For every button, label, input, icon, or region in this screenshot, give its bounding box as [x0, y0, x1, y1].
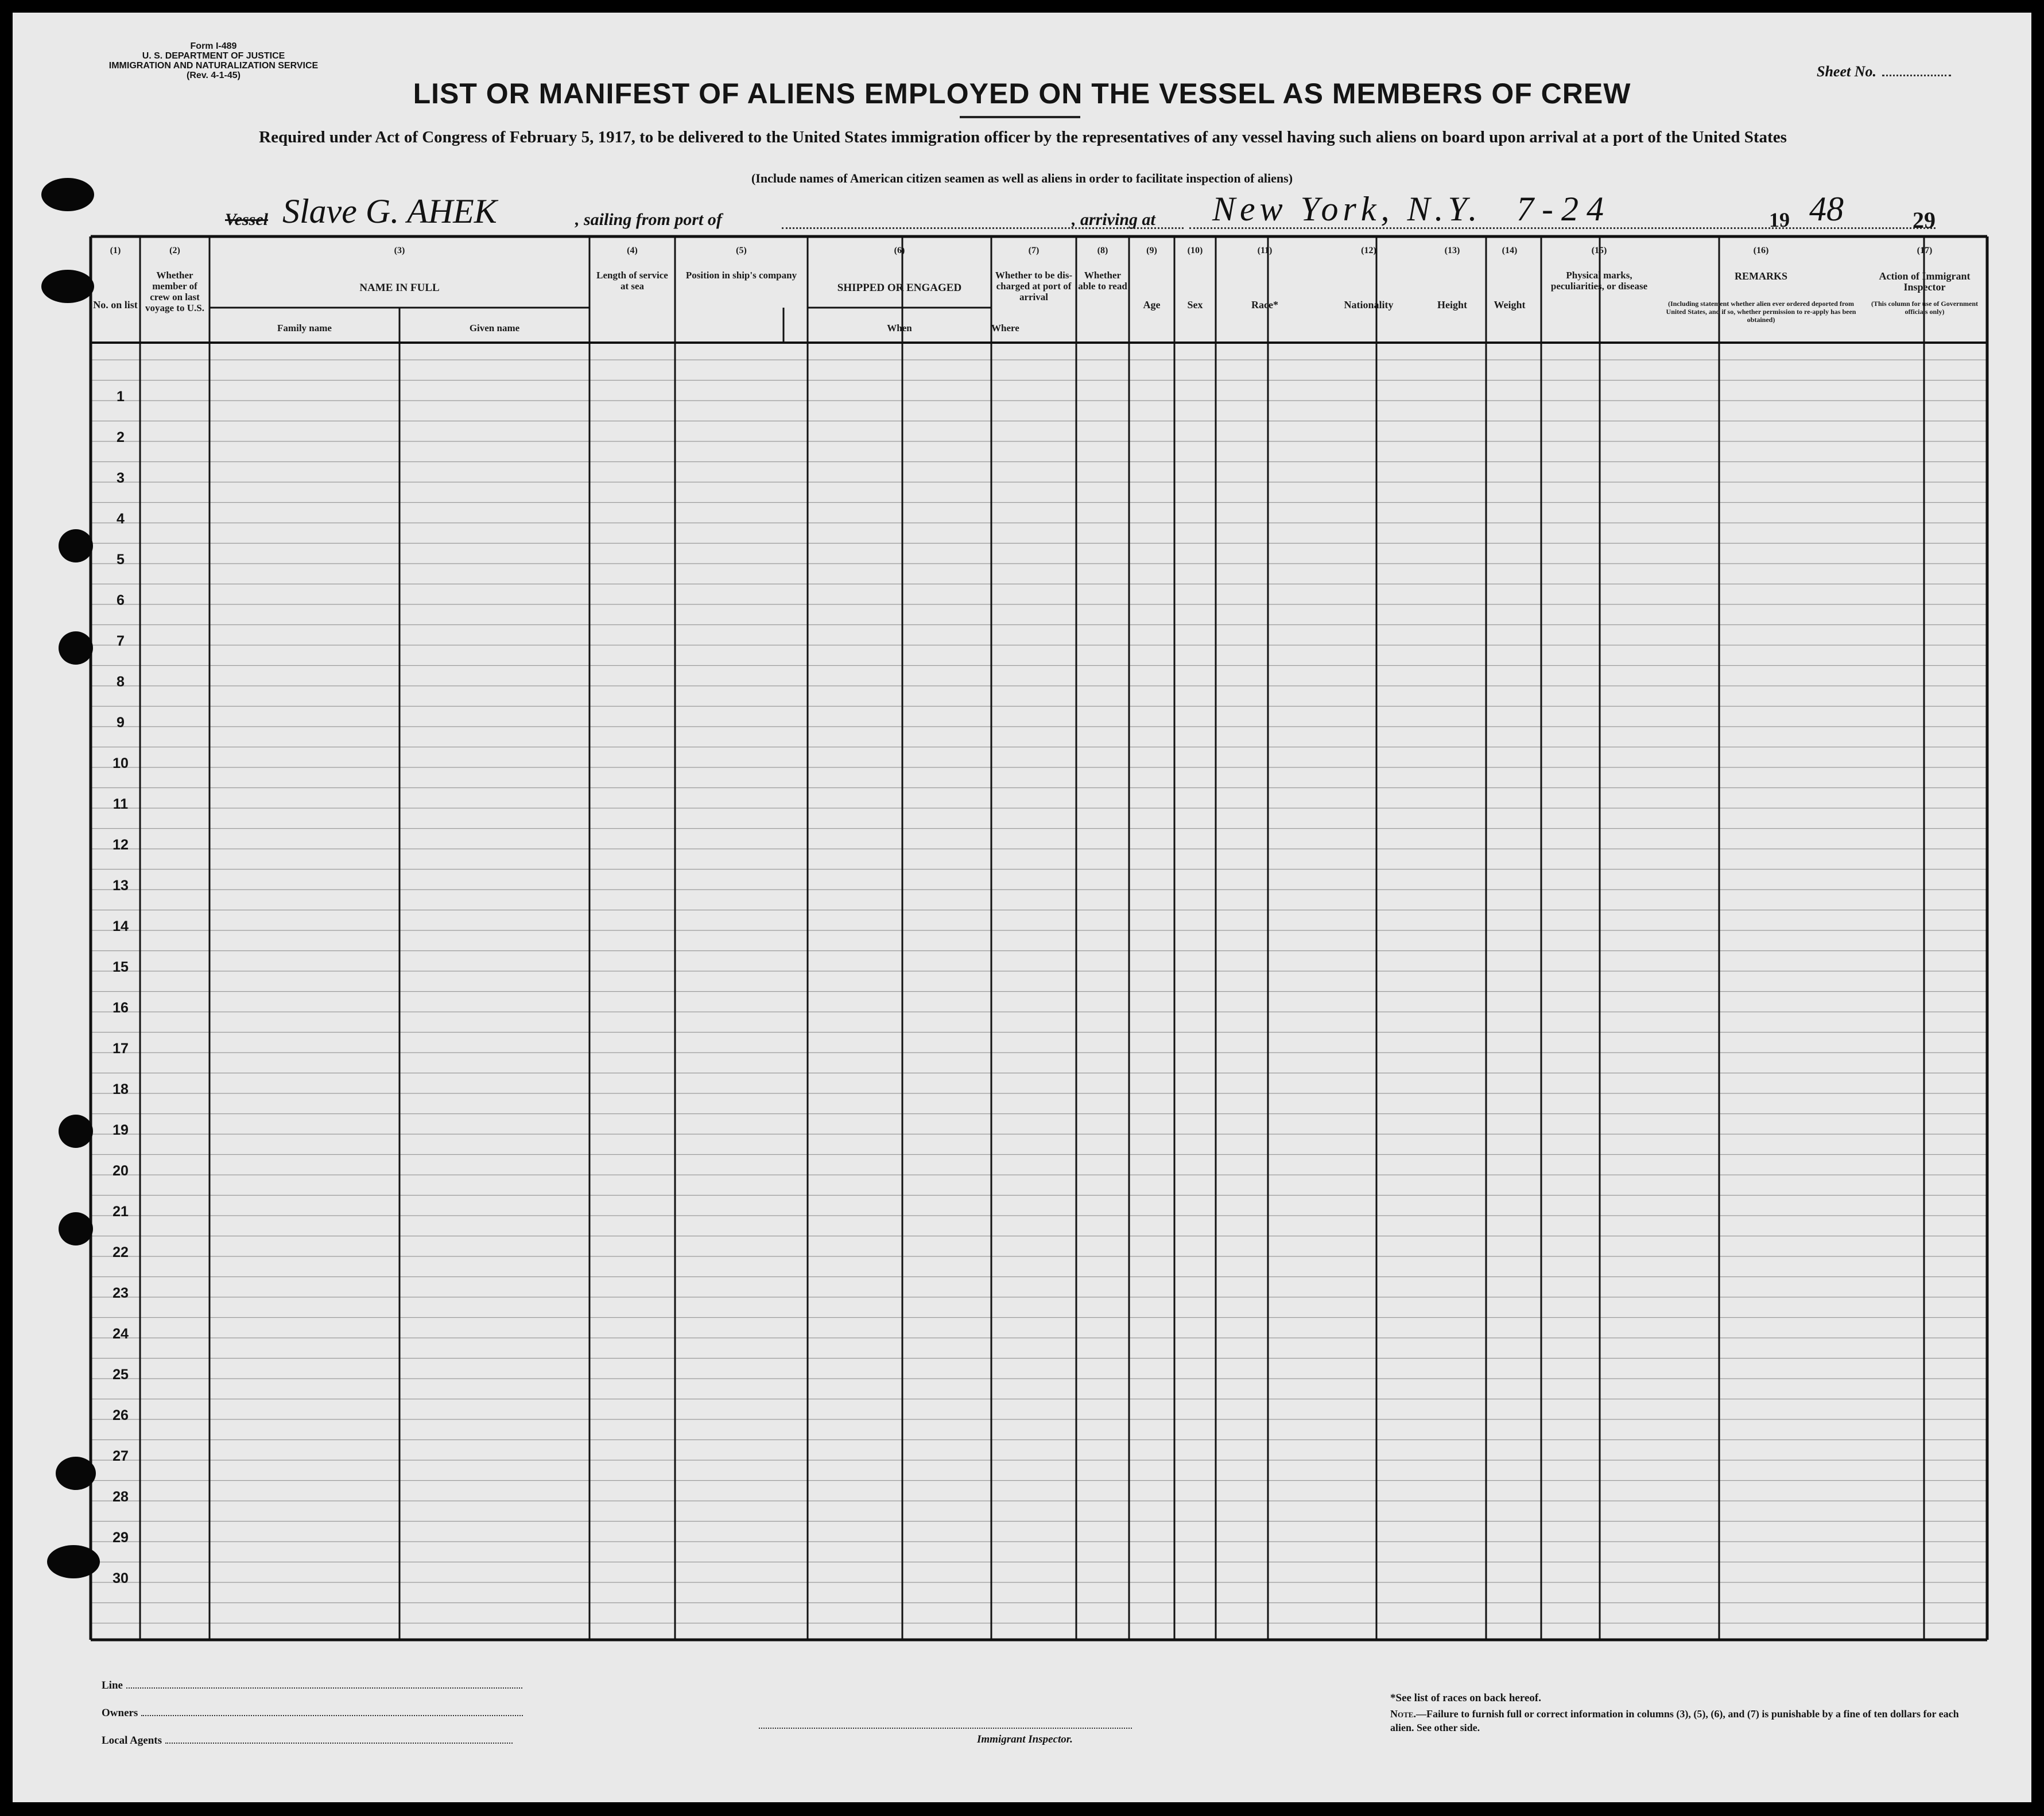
column-number-16: (16) — [1753, 246, 1769, 255]
row-number: 4 — [117, 511, 125, 527]
row-number: 27 — [113, 1448, 129, 1464]
row-number: 12 — [113, 837, 129, 853]
column-header-6: SHIPPED OR ENGAGED — [837, 282, 962, 294]
row-number: 30 — [113, 1570, 129, 1586]
column-number-13: (13) — [1444, 246, 1460, 255]
row-number: 26 — [113, 1407, 129, 1423]
footer-owners-field[interactable] — [102, 1707, 523, 1720]
local-agents-label: Local Agents — [102, 1734, 162, 1747]
row-number: 28 — [113, 1489, 129, 1505]
column-number-8: (8) — [1097, 246, 1108, 255]
column-header-7: Whether to be dis-charged at port of arrival — [995, 270, 1073, 302]
column-header-2: Whether member of crew on last voyage to U.S. — [145, 270, 204, 313]
arriving-port-handwritten[interactable]: New York, N.Y. — [1212, 190, 1482, 228]
row-number: 24 — [113, 1326, 129, 1342]
year-handwritten[interactable]: 48 — [1809, 190, 1844, 228]
row-number: 11 — [113, 796, 129, 812]
column-number-11: (11) — [1257, 246, 1273, 255]
row-number: 25 — [113, 1367, 129, 1383]
column-header-13: Height — [1437, 299, 1467, 311]
column-number-14: (14) — [1502, 246, 1518, 255]
column-number-17: (17) — [1917, 246, 1933, 255]
punch-hole — [41, 270, 94, 303]
subcolumn-header: When — [887, 323, 912, 333]
row-number: 29 — [113, 1530, 129, 1546]
column-number-1: (1) — [110, 246, 121, 255]
column-number-10: (10) — [1187, 246, 1203, 255]
race-note: *See list of races on back hereof. — [1390, 1692, 1541, 1704]
arriving-at-label: , arriving at — [1072, 210, 1155, 229]
column-header-1: No. on list — [93, 299, 138, 311]
form-service: IMMIGRATION AND NATURALIZATION SERVICE — [108, 61, 319, 71]
row-number: 17 — [113, 1041, 129, 1057]
row-number: 7 — [117, 633, 125, 649]
column-header-14: Weight — [1494, 299, 1526, 311]
column-header-11: Race* — [1251, 299, 1278, 311]
column-header-8: Whether able to read — [1078, 270, 1127, 292]
row-number: 3 — [117, 470, 125, 486]
subcolumn-header: Family name — [277, 323, 332, 333]
punch-hole — [56, 1457, 96, 1490]
form-department: U. S. DEPARTMENT OF JUSTICE — [142, 51, 285, 61]
manifest-sheet: Form I-489 U. S. DEPARTMENT OF JUSTICE IMMIGRATION AND NATURALIZATION SERVICE (Rev. 4-1-45) Sheet No. LIST OR MANIFEST OF ALIENS EMPLOYED ON THE VESSEL AS MEMBERS OF CREW Required under Act of Congress of February 5, 1917, to be delivered to the United States immigration officer by the representatives of any vessel having such aliens on board upon arrival at a port of the United States (Include names of American citizen seamen as well as aliens in order to facilitate inspection of aliens) Vessel Slave G. AHEK , sailing from port of , arriving at New York, N.Y. 7-24 19 48 29 (1) No. on list (2) Whether member of crew on last voyage to U.S. (3) NAME IN FULL Family name Given name (4) Length of service at sea (5) Position in ship's company (6) SHIPPED OR ENGAGED When Where (7) Whether to be dis-charged at port of arrival (8) Whether able to read (9) Age (10) Sex (11) Race* (12) Nationality (13) Height (14) Weight (15) Physical marks, peculiarities, or disease (16) REMARKS (Including statement whether alien ever ordered deported from United States, and if so, whether permission to re-apply has been obtained) (17) Action of Immigrant Inspector (This column for use of Government officials only) 1 2 3 4 5 6 7 8 9 10 11 12 13 14 15 16 17 18 19 20 21 22 23 24 25 26 27 28 29 30 Line Owners Local Agents Immigrant Inspector. *See list of races on back hereof. Note.—Failure to furnish full or correct information in columns (3), (5), (6), and (7) is punishable by a fine of ten dollars for each alien. See other side. — [13, 13, 2031, 1802]
column-note-16: (Including statement whether alien ever ordered deported from United States, and if so, whether permission to re-apply has been obtained) — [1666, 300, 1856, 324]
punch-hole — [47, 1545, 100, 1578]
row-number: 10 — [113, 755, 129, 771]
penalty-note — [1390, 1707, 1964, 1734]
punch-hole — [59, 1212, 93, 1245]
punch-hole — [59, 529, 93, 562]
page-number: 29 — [1913, 207, 1936, 233]
note-text: —Failure to furnish full or correct information in columns (3), (5), (6), and (7) is punishable by a fine of ten dollars for each alien. See other side. — [1390, 1708, 1959, 1733]
vessel-label: Vessel — [225, 210, 268, 229]
sheet-number-label: Sheet No. — [1817, 63, 1876, 80]
column-header-15: Physical marks, peculiarities, or disease — [1550, 270, 1648, 292]
column-number-12: (12) — [1361, 246, 1376, 255]
year-prefix: 19 — [1769, 208, 1790, 231]
row-number: 5 — [117, 552, 125, 568]
row-number: 22 — [113, 1244, 129, 1260]
row-number: 18 — [113, 1081, 129, 1097]
column-number-3: (3) — [394, 246, 405, 255]
column-number-4: (4) — [627, 246, 638, 255]
vessel-name-handwritten[interactable]: Slave G. AHEK — [282, 192, 497, 230]
column-header-4: Length of service at sea — [596, 270, 668, 292]
form-revision: (Rev. 4-1-45) — [187, 71, 241, 80]
arrival-date-handwritten[interactable]: 7-24 — [1516, 190, 1612, 228]
column-note-17: (This column for use of Government officials only) — [1871, 300, 1979, 316]
row-number: 23 — [113, 1285, 129, 1301]
form-number: Form I-489 — [190, 41, 237, 51]
column-number-9: (9) — [1146, 246, 1157, 255]
column-header-5: Position in ship's company — [685, 270, 797, 281]
page-subtitle: Required under Act of Congress of February 5, 1917, to be delivered to the United States immigration officer by the representatives of any vessel having such aliens on board upon arrival at a port of the United States — [259, 128, 1787, 146]
row-number: 15 — [113, 959, 129, 975]
row-number: 9 — [117, 715, 125, 731]
footer-agents-field[interactable] — [102, 1734, 513, 1747]
column-header-10: Sex — [1187, 299, 1203, 311]
column-number-7: (7) — [1028, 246, 1040, 255]
row-number: 13 — [113, 878, 129, 894]
row-number: 21 — [113, 1204, 129, 1220]
inspector-signature-line[interactable] — [759, 1728, 1132, 1729]
column-header-16: REMARKS — [1734, 270, 1787, 282]
row-number: 2 — [117, 429, 125, 445]
punch-hole — [59, 631, 93, 665]
page-title: LIST OR MANIFEST OF ALIENS EMPLOYED ON THE VESSEL AS MEMBERS OF CREW — [413, 77, 1631, 110]
punch-hole — [59, 1115, 93, 1148]
row-number: 14 — [113, 918, 129, 934]
row-number: 1 — [117, 389, 125, 405]
column-number-5: (5) — [736, 246, 747, 255]
column-header-12: Nationality — [1344, 299, 1394, 311]
row-number: 16 — [113, 1000, 129, 1016]
column-header-9: Age — [1143, 299, 1161, 311]
punch-hole — [41, 178, 94, 211]
owners-label: Owners — [102, 1707, 138, 1719]
subcolumn-header: Given name — [469, 323, 520, 333]
column-header-17: Action of Immigrant Inspector — [1879, 270, 1971, 293]
column-header-3: NAME IN FULL — [359, 282, 440, 294]
row-number: 20 — [113, 1163, 129, 1179]
column-number-15: (15) — [1591, 246, 1607, 255]
inspector-label: Immigrant Inspector. — [977, 1733, 1073, 1745]
row-number: 19 — [113, 1122, 129, 1138]
column-number-6: (6) — [894, 246, 905, 255]
subtitle-note: (Include names of American citizen seamen as well as aliens in order to facilitate inspection of aliens) — [751, 171, 1293, 185]
sailing-from-label: , sailing from port of — [575, 210, 722, 229]
line-label: Line — [102, 1679, 123, 1691]
note-label: Note. — [1390, 1708, 1416, 1720]
row-number: 8 — [117, 674, 125, 690]
row-number: 6 — [117, 592, 125, 608]
column-number-2: (2) — [169, 246, 180, 255]
footer-line-field[interactable] — [102, 1679, 522, 1692]
